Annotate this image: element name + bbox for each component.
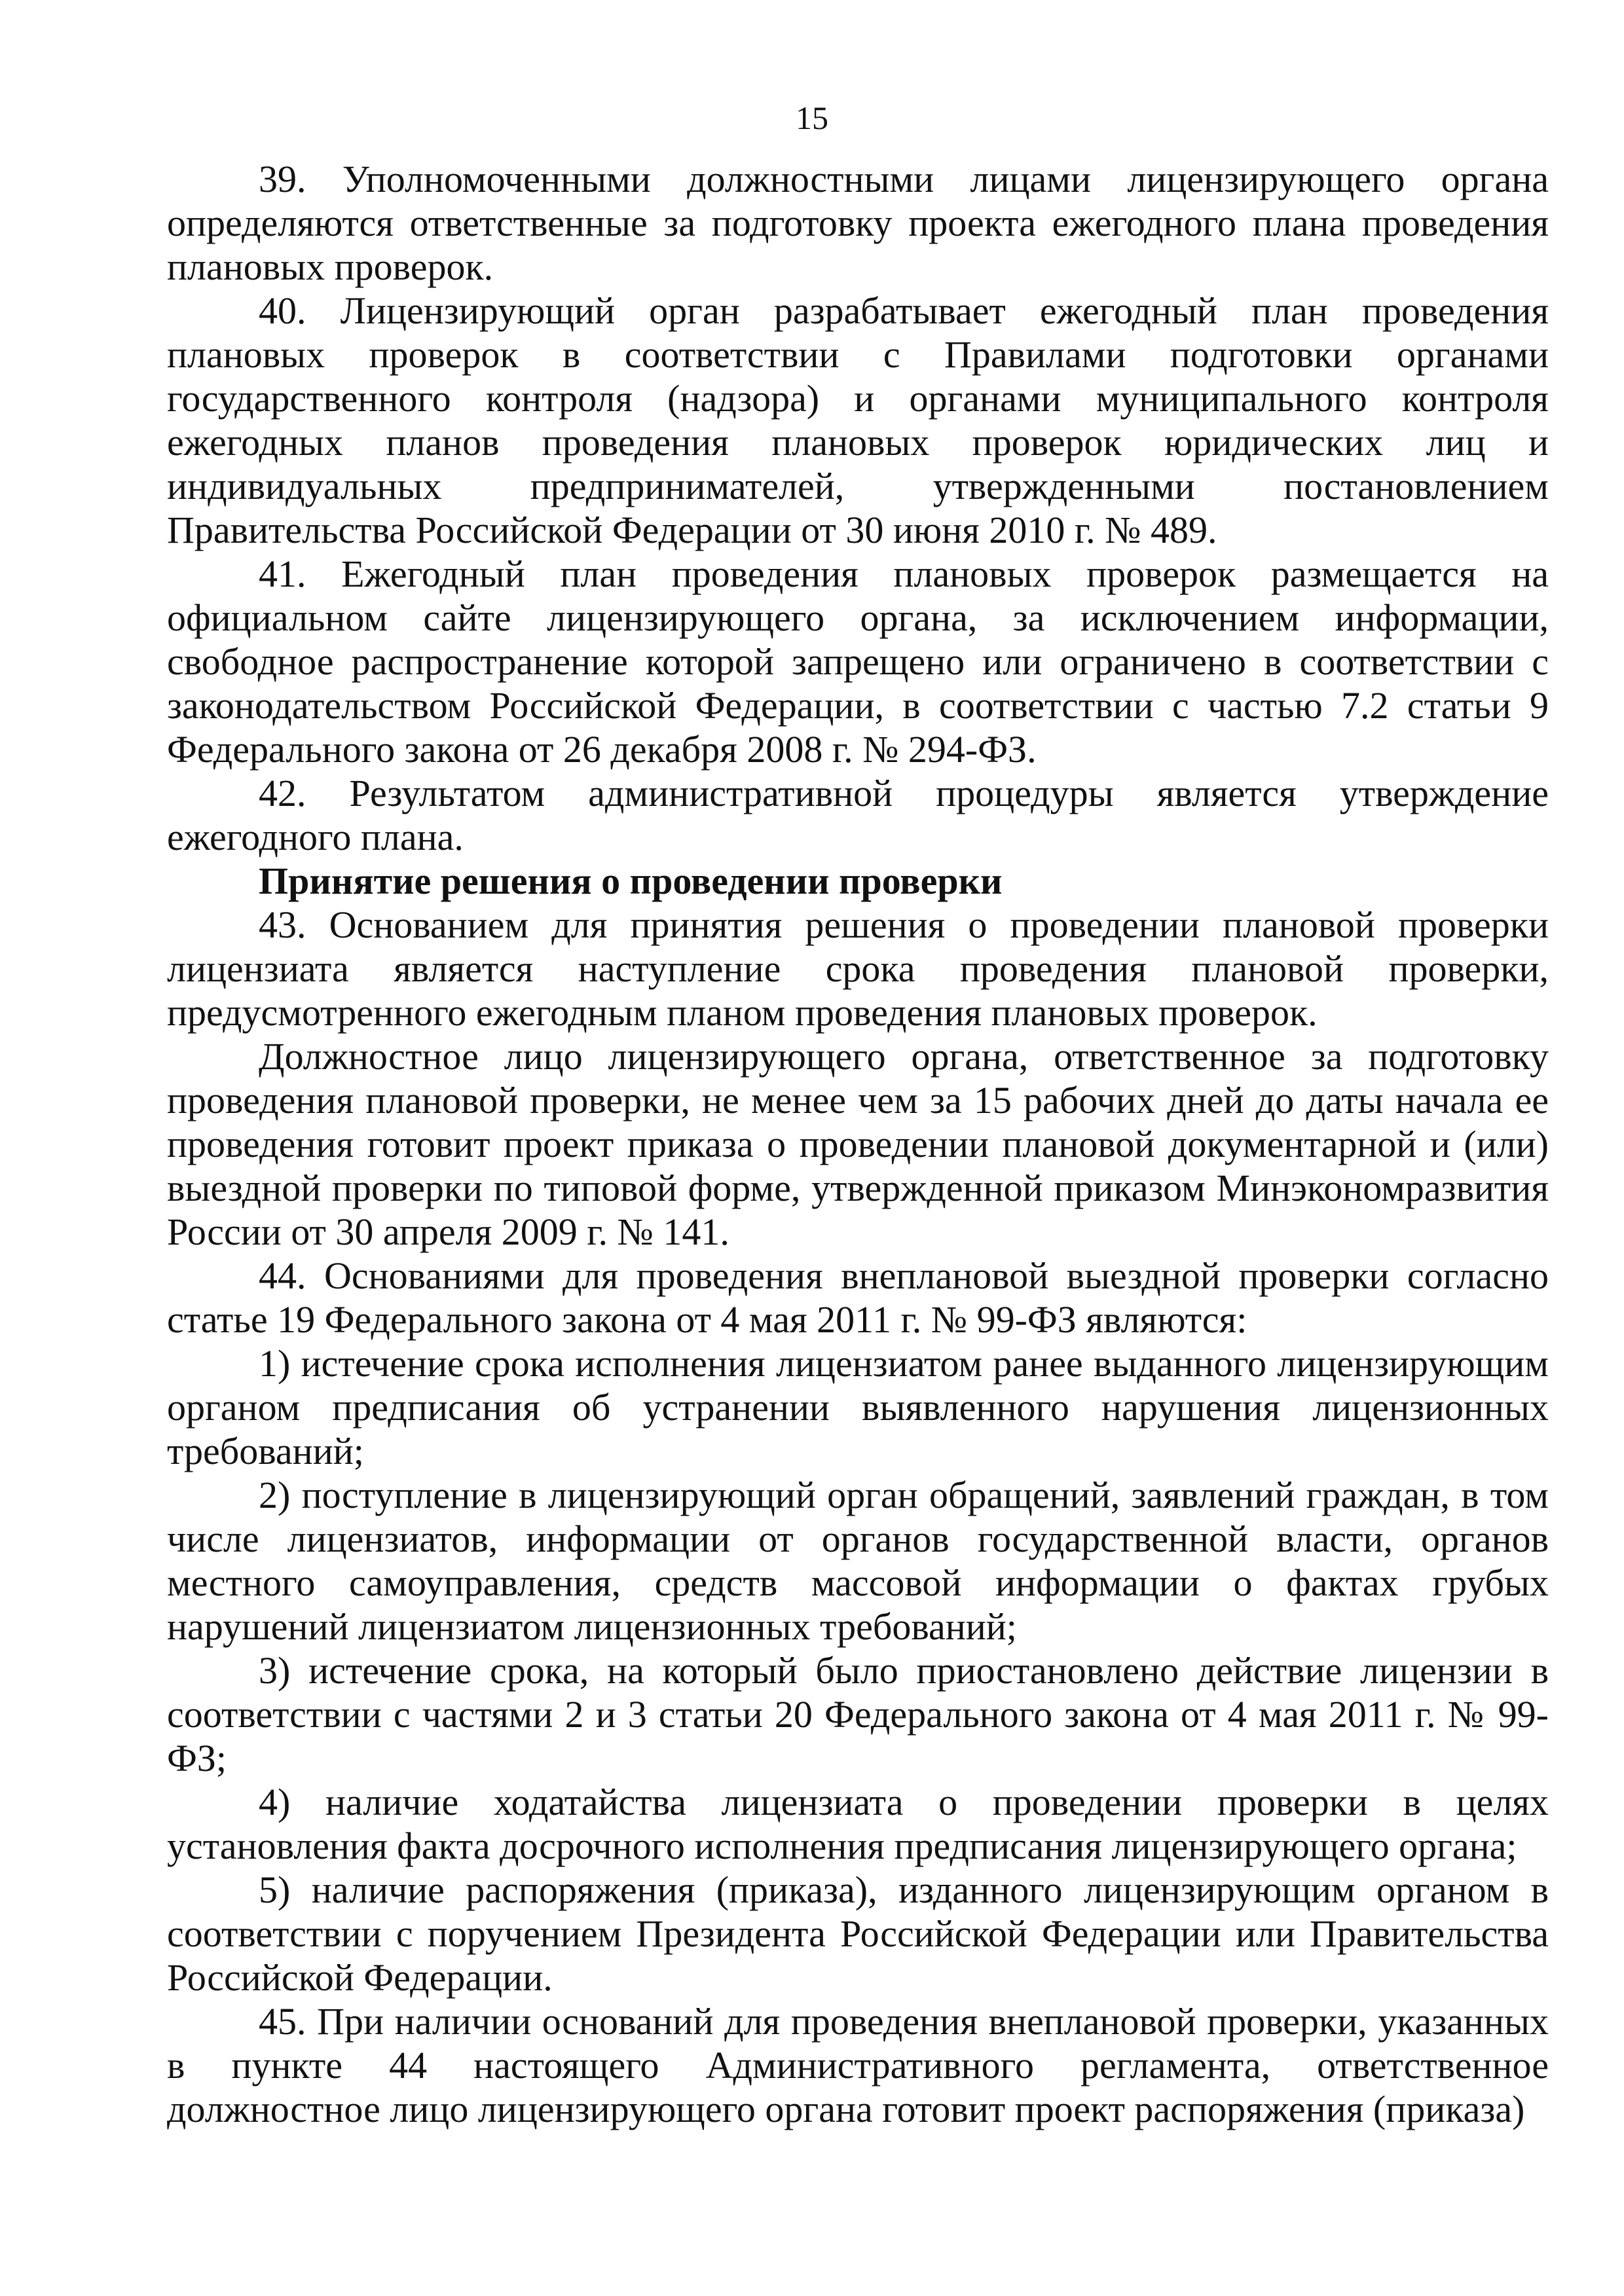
section-heading: Принятие решения о проведении проверки — [259, 860, 1003, 902]
paragraph-41: 41. Ежегодный план проведения плановых проверок размещается на официальном сайте лицензирующего органа, за исключением информации, свободное распространение которой запрещено или ограничено в соответствии с законодательством Российской Федерации, в соответствии с частью 7.2 статьи 9 Федерального закона от 26 декабря 2008 г. № 294-ФЗ. — [167, 553, 1549, 771]
paragraph-44-item-4: 4) наличие ходатайства лицензиата о проведении проверки в целях установления факта досрочного исполнения предписания лицензирующего органа; — [167, 1781, 1549, 1867]
paragraph-44-item-2: 2) поступление в лицензирующий орган обращений, заявлений граждан, в том числе лицензиатов, информации от органов государственной власти, органов местного самоуправления, средств массовой информации о фактах грубых нарушений лицензиатом лицензионных требований; — [167, 1474, 1549, 1648]
paragraph-40: 40. Лицензирующий орган разрабатывает ежегодный план проведения плановых проверок в соответствии с Правилами подготовки органами государственного контроля (надзора) и органами муниципального контроля ежегодных планов проведения плановых проверок юридических лиц и индивидуальных предпринимателей, утвержденными постановлением Правительства Российской Федерации от 30 июня 2010 г. № 489. — [167, 289, 1549, 551]
paragraph-42: 42. Результатом административной процедуры является утверждение ежегодного плана. — [167, 772, 1549, 858]
paragraph-44: 44. Основаниями для проведения внеплановой выездной проверки согласно статье 19 Федерального закона от 4 мая 2011 г. № 99-ФЗ являются: — [167, 1254, 1549, 1341]
paragraph-43-continued: Должностное лицо лицензирующего органа, ответственное за подготовку проведения плановой проверки, не менее чем за 15 рабочих дней до даты начала ее проведения готовит проект приказа о проведении плановой документарной и (или) выездной проверки по типовой форме, утвержденной приказом Минэкономразвития России от 30 апреля 2009 г. № 141. — [167, 1035, 1549, 1253]
document-body — [167, 157, 1549, 2131]
paragraph-45: 45. При наличии оснований для проведения внеплановой проверки, указанных в пункте 44 настоящего Административного регламента, ответственное должностное лицо лицензирующего органа готовит проект распоряжения (приказа) — [167, 2000, 1549, 2130]
paragraph-44-item-5: 5) наличие распоряжения (приказа), изданного лицензирующим органом в соответствии с поручением Президента Российской Федерации или Правительства Российской Федерации. — [167, 1868, 1549, 1999]
page-number: 15 — [796, 100, 828, 136]
paragraph-44-item-3: 3) истечение срока, на который было приостановлено действие лицензии в соответствии с частями 2 и 3 статьи 20 Федерального закона от 4 мая 2011 г. № 99-ФЗ; — [167, 1649, 1549, 1779]
paragraph-39: 39. Уполномоченными должностными лицами лицензирующего органа определяются ответственные за подготовку проекта ежегодного плана проведения плановых проверок. — [167, 158, 1549, 288]
paragraph-44-item-1: 1) истечение срока исполнения лицензиатом ранее выданного лицензирующим органом предписания об устранении выявленного нарушения лицензионных требований; — [167, 1342, 1549, 1472]
paragraph-43: 43. Основанием для принятия решения о проведении плановой проверки лицензиата является наступление срока проведения плановой проверки, предусмотренного ежегодным планом проведения плановых проверок. — [167, 903, 1549, 1034]
